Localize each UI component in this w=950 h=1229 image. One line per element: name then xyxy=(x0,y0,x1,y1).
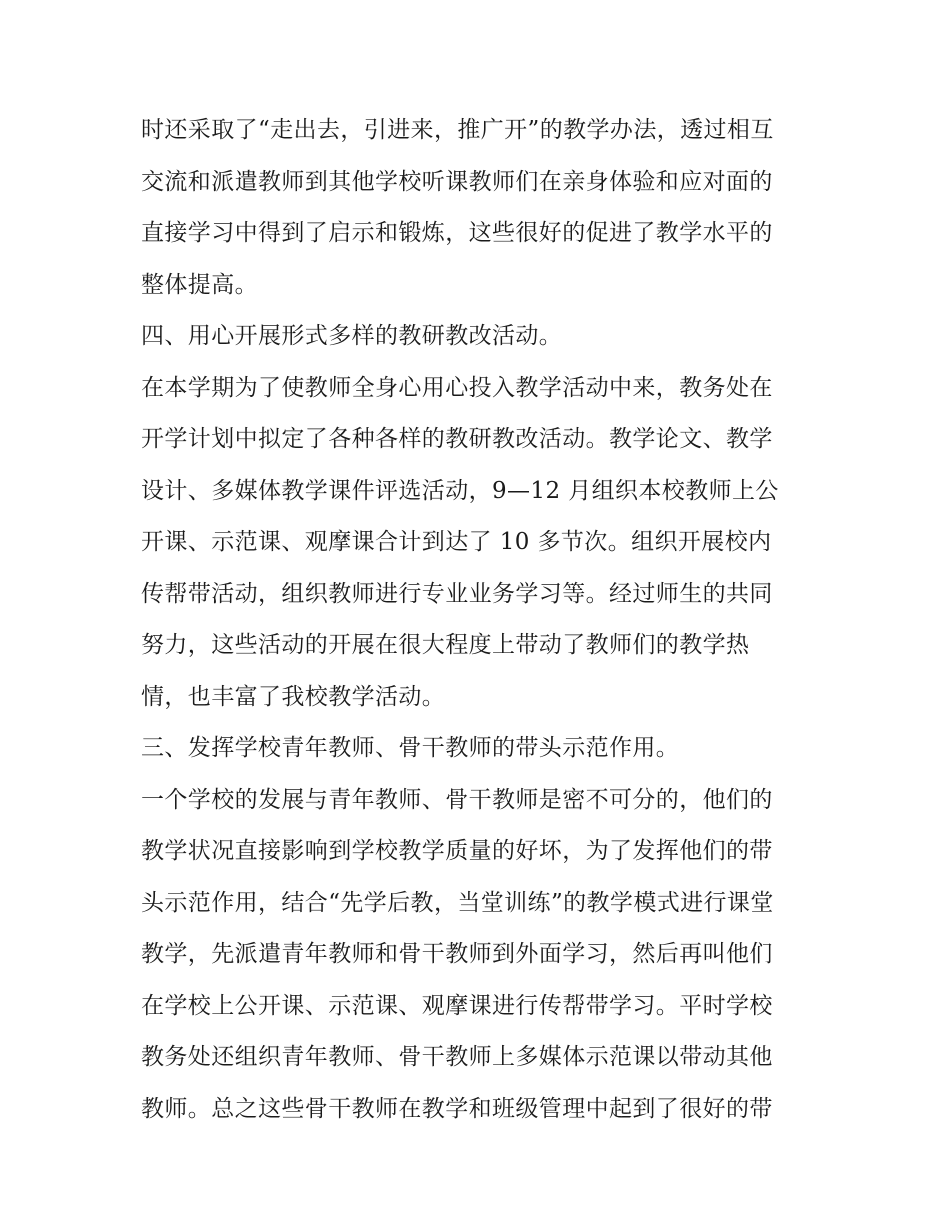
text-line: 教学，先派遣青年教师和骨干教师到外面学习，然后再叫他们 xyxy=(141,941,773,967)
text-line: 时还采取了“走出去，引进来，推广开”的教学办法，透过相互 xyxy=(141,117,774,143)
text-line: 直接学习中得到了启示和锻炼，这些很好的促进了教学水平的 xyxy=(141,220,773,246)
text-line: 头示范作用，结合“先学后教，当堂训练”的教学模式进行课堂 xyxy=(141,889,774,916)
text-line: 开课、示范课、观摩课合计到达了 10 多节次。组织开展校内 xyxy=(141,529,772,555)
text-line: 交流和派遣教师到其他学校听课教师们在亲身体验和应对面的 xyxy=(141,168,773,195)
text-line: 一个学校的发展与青年教师、骨干教师是密不可分的，他们的 xyxy=(141,786,773,813)
text-line: 整体提高。 xyxy=(141,271,258,298)
section-heading: 三、发挥学校青年教师、骨干教师的带头示范作用。 xyxy=(141,735,680,761)
text-line: 传帮带活动，组织教师进行专业业务学习等。经过师生的共同 xyxy=(141,580,773,607)
text-line: 在学校上公开课、示范课、观摩课进行传帮带学习。平时学校 xyxy=(141,992,773,1019)
text-line: 教师。总之这些骨干教师在教学和班级管理中起到了很好的带 xyxy=(141,1095,773,1122)
section-heading: 四、用心开展形式多样的教研教改活动。 xyxy=(141,323,563,349)
text-line: 开学计划中拟定了各种各样的教研教改活动。教学论文、教学 xyxy=(141,426,773,452)
text-line: 设计、多媒体教学课件评选活动，9—12 月组织本校教师上公 xyxy=(141,477,779,504)
document-page xyxy=(141,105,821,1135)
text-line: 教学状况直接影响到学校教学质量的好坏，为了发挥他们的带 xyxy=(141,838,773,864)
text-line: 努力，这些活动的开展在很大程度上带动了教师们的教学热 xyxy=(141,632,750,658)
text-line: 教务处还组织青年教师、骨干教师上多媒体示范课以带动其他 xyxy=(141,1044,773,1070)
text-line: 在本学期为了使教师全身心用心投入教学活动中来，教务处在 xyxy=(141,374,773,401)
text-line: 情，也丰富了我校教学活动。 xyxy=(141,683,446,710)
